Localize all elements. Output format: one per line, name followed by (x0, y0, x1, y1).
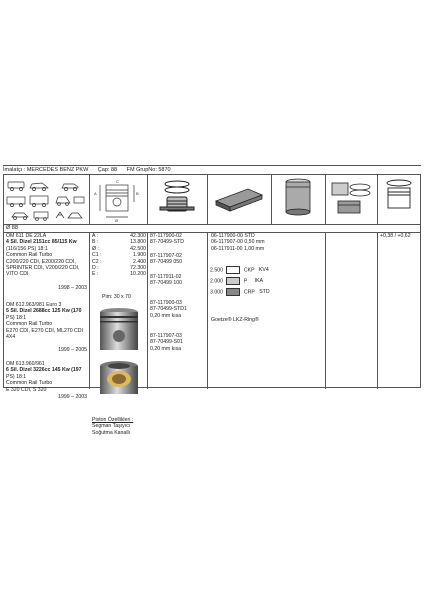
diameter-label: Ø 88 (6, 225, 18, 231)
svg-text:A: A (94, 191, 97, 196)
dimensions-column (90, 232, 148, 436)
engine-1: OM 611 DE 22LA 4 Sil. Dizel 2151cc 85/115 Kw (116/156 PS) 18:1 Common Rail Turbo C200/220 CDI, E200/220 CDI, SPRINTER CDI, V200/220 CDI, VITO CDI (6, 233, 80, 278)
table-body (4, 232, 420, 436)
vehicle-icons-cell (4, 175, 90, 224)
part-group-4: 87-117900-03 87-70499-STD1 0,20 mm kısa (150, 300, 187, 319)
piston-pin-icon (208, 175, 270, 222)
engines-column (4, 232, 90, 400)
dimension-list: A : 42.300 B : 13.800 Ø : 42.500 C1 : 1.900 C2 : 2.400 D : 72.300 E : 10.200 (92, 233, 146, 278)
pin-cell (208, 175, 272, 224)
part-group-3: 87-117911-02 87-70499 100 (150, 274, 183, 287)
cylinder-liner-icon (272, 175, 324, 222)
part-group-2: 87-117907-02 87-70499 050 (150, 253, 183, 266)
image-row (4, 175, 420, 225)
piston-rings-cell (148, 175, 208, 224)
pin-size: Pim: 30 x 70 (102, 294, 131, 300)
rings-column (208, 232, 326, 389)
svg-text:C: C (116, 179, 119, 184)
tolerance-value: +0,38 / +0,62 (380, 233, 411, 239)
piston-diagram-cell (90, 175, 148, 224)
ring-part-list: 06-117900-00 STD 06-117907-00 0,50 mm 06-117911-00 1,00 mm (211, 233, 265, 252)
svg-text:B: B (136, 191, 139, 196)
ring-spec-1: 2.500 CKP KV4 (210, 267, 269, 274)
tolerance-column (378, 232, 420, 389)
diameter: Çap: 88 (97, 167, 118, 173)
ring-spec-2: 2.000 P IKA (210, 278, 264, 285)
piston-dimension-diagram (90, 175, 146, 222)
engine-3-years: 1999 – 2003 (58, 394, 87, 400)
piston-features: Piston Özellikleri : Segman Taşıyıcı Soğutma Kanallı (92, 417, 134, 436)
goetze-brand: Goetze® LKZ-Ring® (211, 317, 259, 323)
group-number: FM GrupNo: 5870 (126, 167, 171, 173)
piston-parts-column (148, 232, 208, 389)
empty-column (326, 232, 378, 389)
liner-cell (272, 175, 326, 224)
ring-spec-table (210, 266, 270, 299)
piston-and-rings-icon (326, 175, 376, 222)
catalog-table (3, 174, 421, 436)
engine-2: OM 612.963/981 Euro 3 5 Sil. Dizel 2688cc 125 Kw (170 PS) 18:1 Common Rail Turbo E270 CDI, E270 CDI, ML270 CDI 4X4 (6, 302, 83, 341)
ring-cell (378, 175, 420, 224)
catalog-sheet (0, 165, 424, 436)
ring-spec-3: 3.000 CRP STD (210, 289, 270, 296)
part-group-5: 87-117907-03 87-70499-S01 0,20 mm kısa (150, 333, 183, 352)
engine-1-years: 1998 – 2003 (58, 285, 87, 291)
manufacturer: İmalatçı : MERCEDES BENZ PKW (3, 167, 89, 173)
vehicle-icons (4, 175, 88, 222)
piston-set-cell (326, 175, 378, 224)
ring-icon (378, 175, 420, 222)
part-group-1: 87-117900-02 87-70499-STD (150, 233, 185, 246)
piston-photo (96, 306, 142, 398)
svg-text:Ø: Ø (115, 218, 119, 222)
engine-3: OM 613.960/961 6 Sil. Dizel 3226cc 145 Kw (197 PS) 18:1 Common Rail Turbo E 320 CDI, S 320 (6, 361, 82, 393)
engine-2-years: 1999 – 2005 (58, 347, 87, 353)
piston-ring-set-icon (148, 175, 206, 222)
